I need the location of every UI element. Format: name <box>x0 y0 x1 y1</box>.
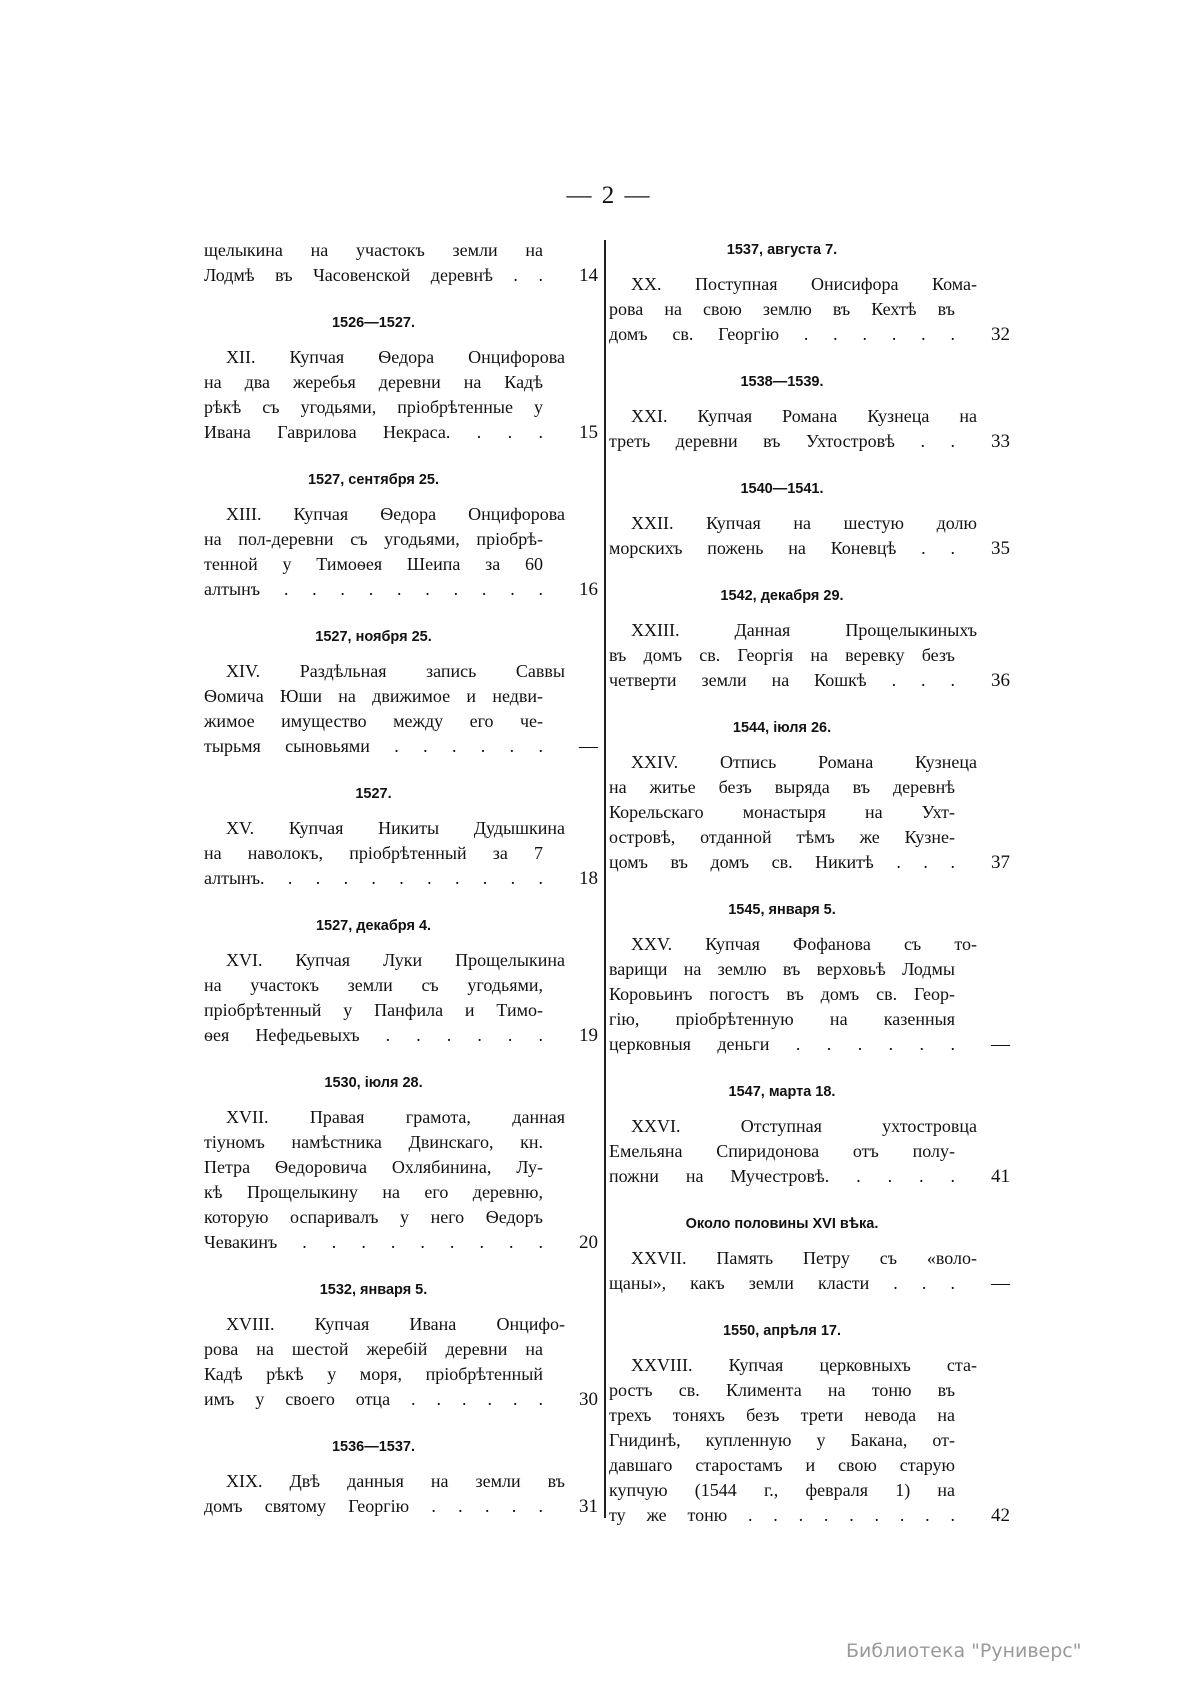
entry-text-line: щаны», какъ земли класти . . . <box>609 1273 955 1293</box>
toc-entry <box>609 370 1010 454</box>
entry-text-line: XX. Поступная Онисифора Кома- <box>631 274 977 294</box>
entry-text-line: XVI. Купчая Луки Прощелыкина <box>226 950 565 970</box>
entry-page-number: 32 <box>991 324 1010 345</box>
entry-text-line: XXII. Купчая на шестую долю <box>631 513 977 533</box>
entry-text-line: XXI. Купчая Романа Кузнеца на <box>631 406 977 426</box>
entry-text-line: Корельскаго монастыря на Ухт- <box>609 802 955 822</box>
entry-text-line: на наволокъ, пріобрѣтенный за 7 <box>204 843 543 863</box>
entry-text-line: варищи на землю въ верховьѣ Лодмы <box>609 959 955 979</box>
entry-date-heading: 1537, августа 7. <box>726 242 838 258</box>
entry-page-number: 33 <box>991 431 1010 452</box>
entry-text-line: XII. Купчая Ѳедора Онцифорова <box>226 347 565 367</box>
toc-entry <box>609 716 1010 875</box>
entry-date-heading: 1526—1527. <box>331 315 416 331</box>
entry-text-line: имъ у своего отца . . . . . . <box>204 1389 543 1409</box>
entry-text-line: XIII. Купчая Ѳедора Онцифорова <box>226 504 565 524</box>
entry-text-line: ростъ св. Климента на тоню въ <box>609 1380 955 1400</box>
entry-date-heading: 1527, сентября 25. <box>307 472 440 488</box>
entry-text-line: Ивана Гаврилова Некраса. . . . <box>204 422 543 442</box>
entry-text-line: треть деревни въ Ухтостровѣ . . <box>609 431 955 451</box>
entry-page-number: 35 <box>991 538 1010 559</box>
toc-entry <box>609 898 1010 1057</box>
entry-text-line: алтынъ . . . . . . . . . . <box>204 579 543 599</box>
toc-entry <box>204 914 598 1048</box>
entry-page-number: 30 <box>579 1389 598 1410</box>
entry-text-line: Емельяна Спиридонова отъ полу- <box>609 1141 955 1161</box>
entry-page-number: 18 <box>579 868 598 889</box>
entry-page-number: 16 <box>579 579 598 600</box>
entry-text-line: купчую (1544 г., февраля 1) на <box>609 1480 955 1500</box>
entry-text-line: жимое имущество между его че- <box>204 711 543 731</box>
entry-text-line: четверти земли на Кошкѣ . . . <box>609 670 955 690</box>
entry-text-line: XXVI. Отступная ухтостровца <box>631 1116 977 1136</box>
entry-text-line: Чевакинъ . . . . . . . . . <box>204 1232 543 1252</box>
toc-entry <box>204 238 598 288</box>
entry-text-line: на пол-деревни съ угодьями, пріобрѣ- <box>204 529 543 549</box>
entry-text-line: XXVII. Память Петру съ «воло- <box>631 1248 977 1268</box>
entry-page-number: 14 <box>579 265 598 286</box>
entry-text-line: Кадѣ рѣкѣ у моря, пріобрѣтенный <box>204 1364 543 1384</box>
toc-entry <box>204 468 598 602</box>
entry-text-line: на участокъ земли съ угодьями, <box>204 975 543 995</box>
entry-text-line: пожни на Мучестровѣ. . . . . <box>609 1166 955 1186</box>
entry-page-number: 42 <box>991 1505 1010 1526</box>
toc-entry <box>204 1435 598 1519</box>
entry-text-line: тіуномъ намѣстника Двинскаго, кн. <box>204 1132 543 1152</box>
entry-text-line: XXV. Купчая Фофанова съ то- <box>631 934 977 954</box>
entry-date-heading: 1538—1539. <box>740 374 824 390</box>
entry-text-line: Коровьинъ погостъ въ домъ св. Геор- <box>609 984 955 1004</box>
entry-text-line: XVIII. Купчая Ивана Онцифо- <box>226 1314 565 1334</box>
entry-date-heading: 1532, января 5. <box>319 1282 428 1298</box>
entry-date-heading: 1527, ноября 25. <box>315 629 432 645</box>
entry-text-line: ѳея Нефедьевыхъ . . . . . . <box>204 1025 543 1045</box>
entry-text-line: пріобрѣтенный у Панфила и Тимо- <box>204 1000 543 1020</box>
entry-date-heading: 1547, марта 18. <box>728 1084 836 1100</box>
entry-text-line: Ѳомича Юши на движимое и недви- <box>204 686 543 706</box>
entry-date-heading: Около половины XVI вѣка. <box>685 1216 879 1232</box>
entry-text-line: рѣкѣ съ угодьями, пріобрѣтенные у <box>204 397 543 417</box>
entry-date-heading: 1530, іюля 28. <box>324 1075 423 1091</box>
library-watermark: Библиотека "Руниверс" <box>846 1640 1082 1662</box>
entry-text-line: Петра Ѳедоровича Охлябинина, Лу- <box>204 1157 543 1177</box>
entry-date-heading: 1527. <box>355 786 392 802</box>
entry-text-line: XIV. Раздѣльная запись Саввы <box>226 661 565 681</box>
entry-text-line: XXIV. Отпись Романа Кузнеца <box>631 752 977 772</box>
entry-text-line: XVII. Правая грамота, данная <box>226 1107 565 1127</box>
toc-entry <box>204 1278 598 1412</box>
entry-page-number: 20 <box>579 1232 598 1253</box>
entry-text-line: на два жеребья деревни на Кадѣ <box>204 372 543 392</box>
entry-date-heading: 1545, января 5. <box>728 902 836 918</box>
entry-text-line: церковныя деньги . . . . . . <box>609 1034 955 1054</box>
entry-date-heading: 1544, іюля 26. <box>732 720 832 736</box>
entry-text-line: островѣ, отданной тѣмъ же Кузне- <box>609 827 955 847</box>
entry-text-line: алтынъ. . . . . . . . . . . <box>204 868 543 888</box>
entry-page-number: 37 <box>991 852 1010 873</box>
entry-page-number: 31 <box>579 1496 598 1517</box>
entry-text-line: въ домъ св. Георгія на веревку безъ <box>609 645 955 665</box>
entry-text-line: давшаго старостамъ и свою старую <box>609 1455 955 1475</box>
entry-page-number: — <box>991 1273 1010 1294</box>
entry-page-number: 41 <box>991 1166 1010 1187</box>
entry-date-heading: 1542, декабря 29. <box>720 588 844 604</box>
entry-date-heading: 1550, апрѣля 17. <box>722 1323 842 1339</box>
entry-text-line: ту же тоню . . . . . . . . . <box>609 1505 955 1525</box>
entry-text-line: рова на шестой жеребій деревни на <box>204 1339 543 1359</box>
entry-text-line: XIX. Двѣ данныя на земли въ <box>226 1471 565 1491</box>
right-column <box>609 238 1010 1528</box>
toc-entry <box>609 1080 1010 1189</box>
toc-entry <box>609 584 1010 693</box>
entry-text-line: XV. Купчая Никиты Дудышкина <box>226 818 565 838</box>
toc-entry <box>609 1319 1010 1528</box>
toc-entry <box>609 477 1010 561</box>
entry-page-number: 19 <box>579 1025 598 1046</box>
toc-entry <box>204 625 598 759</box>
entry-text-line: морскихъ пожень на Коневцѣ . . <box>609 538 955 558</box>
entry-text-line: тырьмя сыновьями . . . . . . <box>204 736 543 756</box>
toc-entry <box>609 238 1010 347</box>
entry-text-line: трехъ тоняхъ безъ трети невода на <box>609 1405 955 1425</box>
entry-page-number: — <box>579 736 598 757</box>
entry-date-heading: 1536—1537. <box>331 1439 416 1455</box>
entry-date-heading: 1527, декабря 4. <box>315 918 432 934</box>
toc-entry <box>609 1212 1010 1296</box>
entry-text-line: домъ св. Георгію . . . . . . <box>609 324 955 344</box>
toc-entry <box>204 782 598 891</box>
toc-entry <box>204 311 598 445</box>
entry-text-line: XXVIII. Купчая церковныхъ ста- <box>631 1355 977 1375</box>
entry-page-number: 36 <box>991 670 1010 691</box>
entry-text-line: XXIII. Данная Прощелыкиныхъ <box>631 620 977 640</box>
entry-page-number: — <box>991 1034 1010 1055</box>
entry-text-line: гію, пріобрѣтенную на казенныя <box>609 1009 955 1029</box>
entry-text-line: цомъ въ домъ св. Никитѣ . . . <box>609 852 955 872</box>
entry-date-heading: 1540—1541. <box>740 481 824 497</box>
entry-page-number: 15 <box>579 422 598 443</box>
entry-text-line: тенной у Тимоѳея Шеипа за 60 <box>204 554 543 574</box>
column-divider <box>604 240 606 1518</box>
entry-text-line: домъ святому Георгію . . . . . <box>204 1496 543 1516</box>
toc-entry <box>204 1071 598 1255</box>
entry-text-line: на житье безъ выряда въ деревнѣ <box>609 777 955 797</box>
page-number: — 2 — <box>566 182 652 209</box>
entry-text-line: рова на свою землю въ Кехтѣ въ <box>609 299 955 319</box>
left-column <box>204 238 598 1519</box>
entry-text-line: которую оспаривалъ у него Ѳедоръ <box>204 1207 543 1227</box>
entry-text-line: кѣ Прощелыкину на его деревню, <box>204 1182 543 1202</box>
entry-text-line: Лодмѣ въ Часовенской деревнѣ . . <box>204 265 543 285</box>
entry-text-line: Гнидинѣ, купленную у Бакана, от- <box>609 1430 955 1450</box>
entry-text-line: щелыкина на участокъ земли на <box>204 240 543 260</box>
